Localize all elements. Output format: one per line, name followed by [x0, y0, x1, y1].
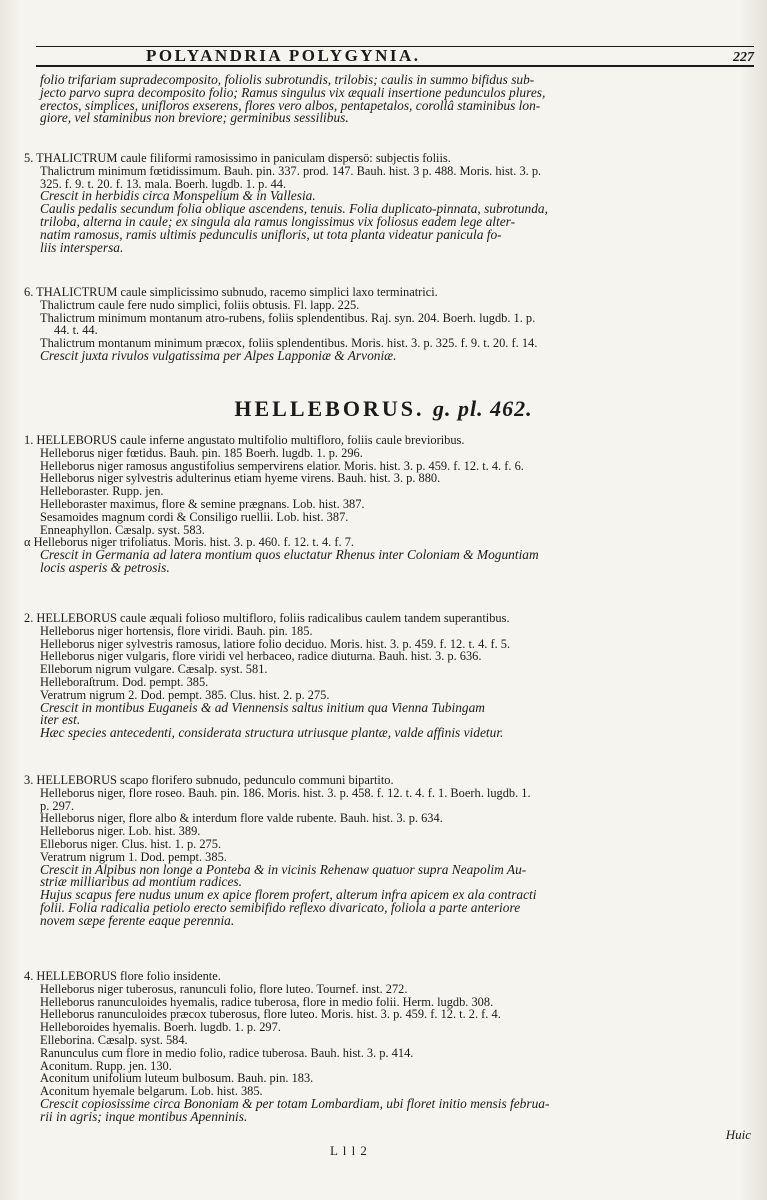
text-line: Helleborus ranunculoides hyemalis, radice tuberosa, flore in medio folii. Herm. lugdb. 308.: [40, 994, 494, 1009]
text-line: Veratrum nigrum 1. Dod. pempt. 385.: [40, 849, 227, 864]
text-line: Helleborus niger. Lob. hist. 389.: [40, 824, 201, 839]
text-line: liis interspersa.: [40, 239, 124, 255]
text-line: p. 297.: [40, 798, 75, 813]
page-number: 227: [733, 50, 754, 65]
text-line: Thalictrum caule fere nudo simplici, foliis obtusis. Fl. lapp. 225.: [40, 297, 360, 312]
text-line: Helleboroides hyemalis. Boerh. lugdb. 1. p. 297.: [40, 1020, 281, 1035]
text-line: Crescit copiosissime circa Bononiam & per totam Lombardiam, ubi floret initio mensis februa-: [40, 1095, 550, 1111]
text-line: Aconitum unifolium luteum bulbosum. Bauh. pin. 183.: [40, 1071, 314, 1086]
text-line: Thalictrum montanum minimum præcox, foliis splendentibus. Moris. hist. 3. p. 325. f. 9. t. 20. f. 14.: [40, 336, 538, 351]
text-line: 325. f. 9. t. 20. f. 13. mala. Boerh. lugdb. 1. p. 44.: [40, 176, 287, 191]
genus-reference: g. pl. 462.: [432, 396, 533, 421]
text-line: folii. Folia radicalia petiolo erecto semibifido reflexo divaricato, foliola a parte anteriore: [40, 899, 521, 915]
text-line: Helleboraſtrum. Dod. pempt. 385.: [40, 674, 209, 689]
text-line: Crescit in herbidis circa Monspelium & in Vallesia.: [40, 188, 316, 204]
text-line: folio trifariam supradecomposito, foliolis subrotundis, trilobis; caulis in summo bifidus sub-: [40, 72, 535, 87]
text-line: Aconitum hyemale belgarum. Lob. hist. 385.: [40, 1084, 263, 1099]
text-line: 4. HELLEBORUS flore folio insidente.: [24, 969, 221, 983]
text-line: 5. THALICTRUM caule filiformi ramosissimo in paniculam dispersö: subjectis foliis.: [24, 151, 451, 165]
text-line: 1. HELLEBORUS caule inferne angustato multifolio multifloro, foliis caule brevioribus.: [24, 433, 465, 447]
text-line: Helleboraster. Rupp. jen.: [40, 484, 164, 499]
text-line: Helleboraster maximus, flore & semine prægnans. Lob. hist. 387.: [40, 496, 365, 511]
text-line: erectos, simplices, unifloros exserens, flores vero albos, pentapetalos, corollâ staminibus lon-: [40, 97, 541, 113]
text-line: Helleborus niger tuberosus, ranunculi folio, flore luteo. Tournef. inst. 272.: [40, 981, 408, 996]
text-line: locis asperis & petrosis.: [40, 559, 170, 575]
text-line: Hæc species antecedenti, considerata structura utriusque plantæ, valde affinis videtur.: [40, 725, 504, 741]
text-line: Aconitum. Rupp. jen. 130.: [40, 1058, 172, 1073]
text-line: Helleborus niger hortensis, flore viridi. Bauh. pin. 185.: [40, 623, 313, 638]
text-line: jecto parvo supra decomposito folio; Ramus singulus vix æquali insertione pedunculos plures,: [40, 84, 546, 100]
genus-name: HELLEBORUS.: [234, 396, 425, 421]
text-block: [24, 286, 752, 363]
text-line: Helleborus niger ramosus angustifolius sempervirens elatior. Moris. hist. 3. p. 459. f. 12. t. 4. f. 6.: [40, 458, 524, 473]
text-line: Crescit in Alpibus non longe a Ponteba & in vicinis Rehenaw quatuor supra Neapolim Au-: [40, 861, 527, 877]
text-line: rii in agris; inque montibus Apenninis.: [40, 1108, 248, 1124]
text-block: [24, 612, 752, 740]
text-line: Helleborus niger vulgaris, flore viridi vel herbaceo, radice diuturna. Bauh. hist. 3. p. 636.: [40, 649, 482, 664]
text-line: triloba, alterna in caule; ex singula ala ramus longissimus vix foliosus eadem lege alter-: [40, 213, 516, 229]
text-line: 6. THALICTRUM caule simplicissimo subnudo, racemo simplici laxo terminatrici.: [24, 285, 438, 299]
text-line: Helleborus niger, flore roseo. Bauh. pin. 186. Moris. hist. 3. p. 458. f. 12. t. 4. f. 1. Boerh. lugdb. 1.: [40, 785, 531, 800]
text-line: Helleborus niger sylvestris adulterinus etiam hyeme virens. Bauh. hist. 3. p. 880.: [40, 471, 441, 486]
text-line: α Helleborus niger trifoliatus. Moris. hist. 3. p. 460. f. 12. t. 4. f. 7.: [24, 535, 354, 550]
running-head: POLYANDRIA POLYGYNIA.: [146, 46, 421, 65]
text-block: [24, 74, 752, 125]
text-line: Elleborina. Cæsalp. syst. 584.: [40, 1032, 188, 1047]
text-line: Thalictrum minimum montanum atro-rubens, foliis splendentibus. Raj. syn. 204. Boerh. lugdb. 1. p.: [40, 310, 536, 325]
text-line: Enneaphyllon. Cæsalp. syst. 583.: [40, 522, 205, 537]
text-line: giore, vel staminibus non breviore; germinibus sessilibus.: [40, 110, 349, 126]
text-line: 44. t. 44.: [54, 323, 98, 338]
text-line: Crescit juxta rivulos vulgatissima per Alpes Lapponiæ & Arvoniæ.: [40, 347, 397, 363]
text-line: Helleborus niger sylvestris ramosus, latiore folio deciduo. Moris. hist. 3. p. 459. f. 12. t. 4. f. 5.: [40, 636, 511, 651]
text-line: Helleborus ranunculoides præcox tuberosus, flore luteo. Moris. hist. 3. p. 459. f. 12. t. 2. f. 4.: [40, 1007, 501, 1022]
text-block: [24, 774, 752, 928]
text-line: Ranunculus cum flore in medio folio, radice tuberosa. Bauh. hist. 3. p. 414.: [40, 1045, 414, 1060]
text-line: Helleborus niger, flore albo & interdum flore valde rubente. Bauh. hist. 3. p. 634.: [40, 811, 443, 826]
text-line: Crescit in Germania ad latera montium quos eluctatur Rhenus inter Coloniam & Moguntiam: [40, 547, 539, 563]
genus-heading: [0, 396, 767, 422]
text-line: Veratrum nigrum 2. Dod. pempt. 385. Clus. hist. 2. p. 275.: [40, 687, 330, 702]
text-line: Elleborus niger. Clus. hist. 1. p. 275.: [40, 836, 222, 851]
text-line: Thalictrum minimum fœtidissimum. Bauh. pin. 337. prod. 147. Bauh. hist. 3 p. 488. Moris. hist. 3. p.: [40, 163, 542, 178]
text-line: 3. HELLEBORUS scapo florifero subnudo, pedunculo communi bipartito.: [24, 773, 394, 787]
catchword: Huic: [725, 1127, 751, 1142]
text-block: [24, 434, 752, 575]
text-line: Hujus scapus fere nudus unum ex apice florem profert, alterum infra apicem ex ala contracti: [40, 887, 537, 903]
text-block: [24, 970, 752, 1124]
text-line: iter est.: [40, 712, 81, 728]
header-rule-thick: [36, 65, 754, 67]
text-line: novem sæpe ferente eaque perennia.: [40, 912, 235, 928]
text-line: Elleborum nigrum vulgare. Cæsalp. syst. 581.: [40, 662, 268, 677]
text-line: Sesamoides magnum cordi & Consiligo ruellii. Lob. hist. 387.: [40, 509, 349, 524]
signature-mark: L l l 2: [330, 1143, 368, 1158]
text-line: striæ milliaribus ad montium radices.: [40, 874, 242, 890]
text-line: Caulis pedalis secundum folia oblique ascendens, tenuis. Folia duplicato-pinnata, subrotunda,: [40, 201, 548, 217]
text-line: 2. HELLEBORUS caule æquali folioso multifloro, foliis radicalibus caulem tandem superantibus.: [24, 611, 510, 625]
text-line: Helleborus niger fœtidus. Bauh. pin. 185 Boerh. lugdb. 1. p. 296.: [40, 445, 363, 460]
text-line: Crescit in montibus Euganeis & ad Viennensis saltus initium qua Vienna Tubingam: [40, 699, 485, 715]
text-line: natim ramosus, ramis ultimis pedunculis unifloris, ut tota planta videatur panicula fo-: [40, 226, 502, 242]
text-block: [24, 152, 752, 254]
